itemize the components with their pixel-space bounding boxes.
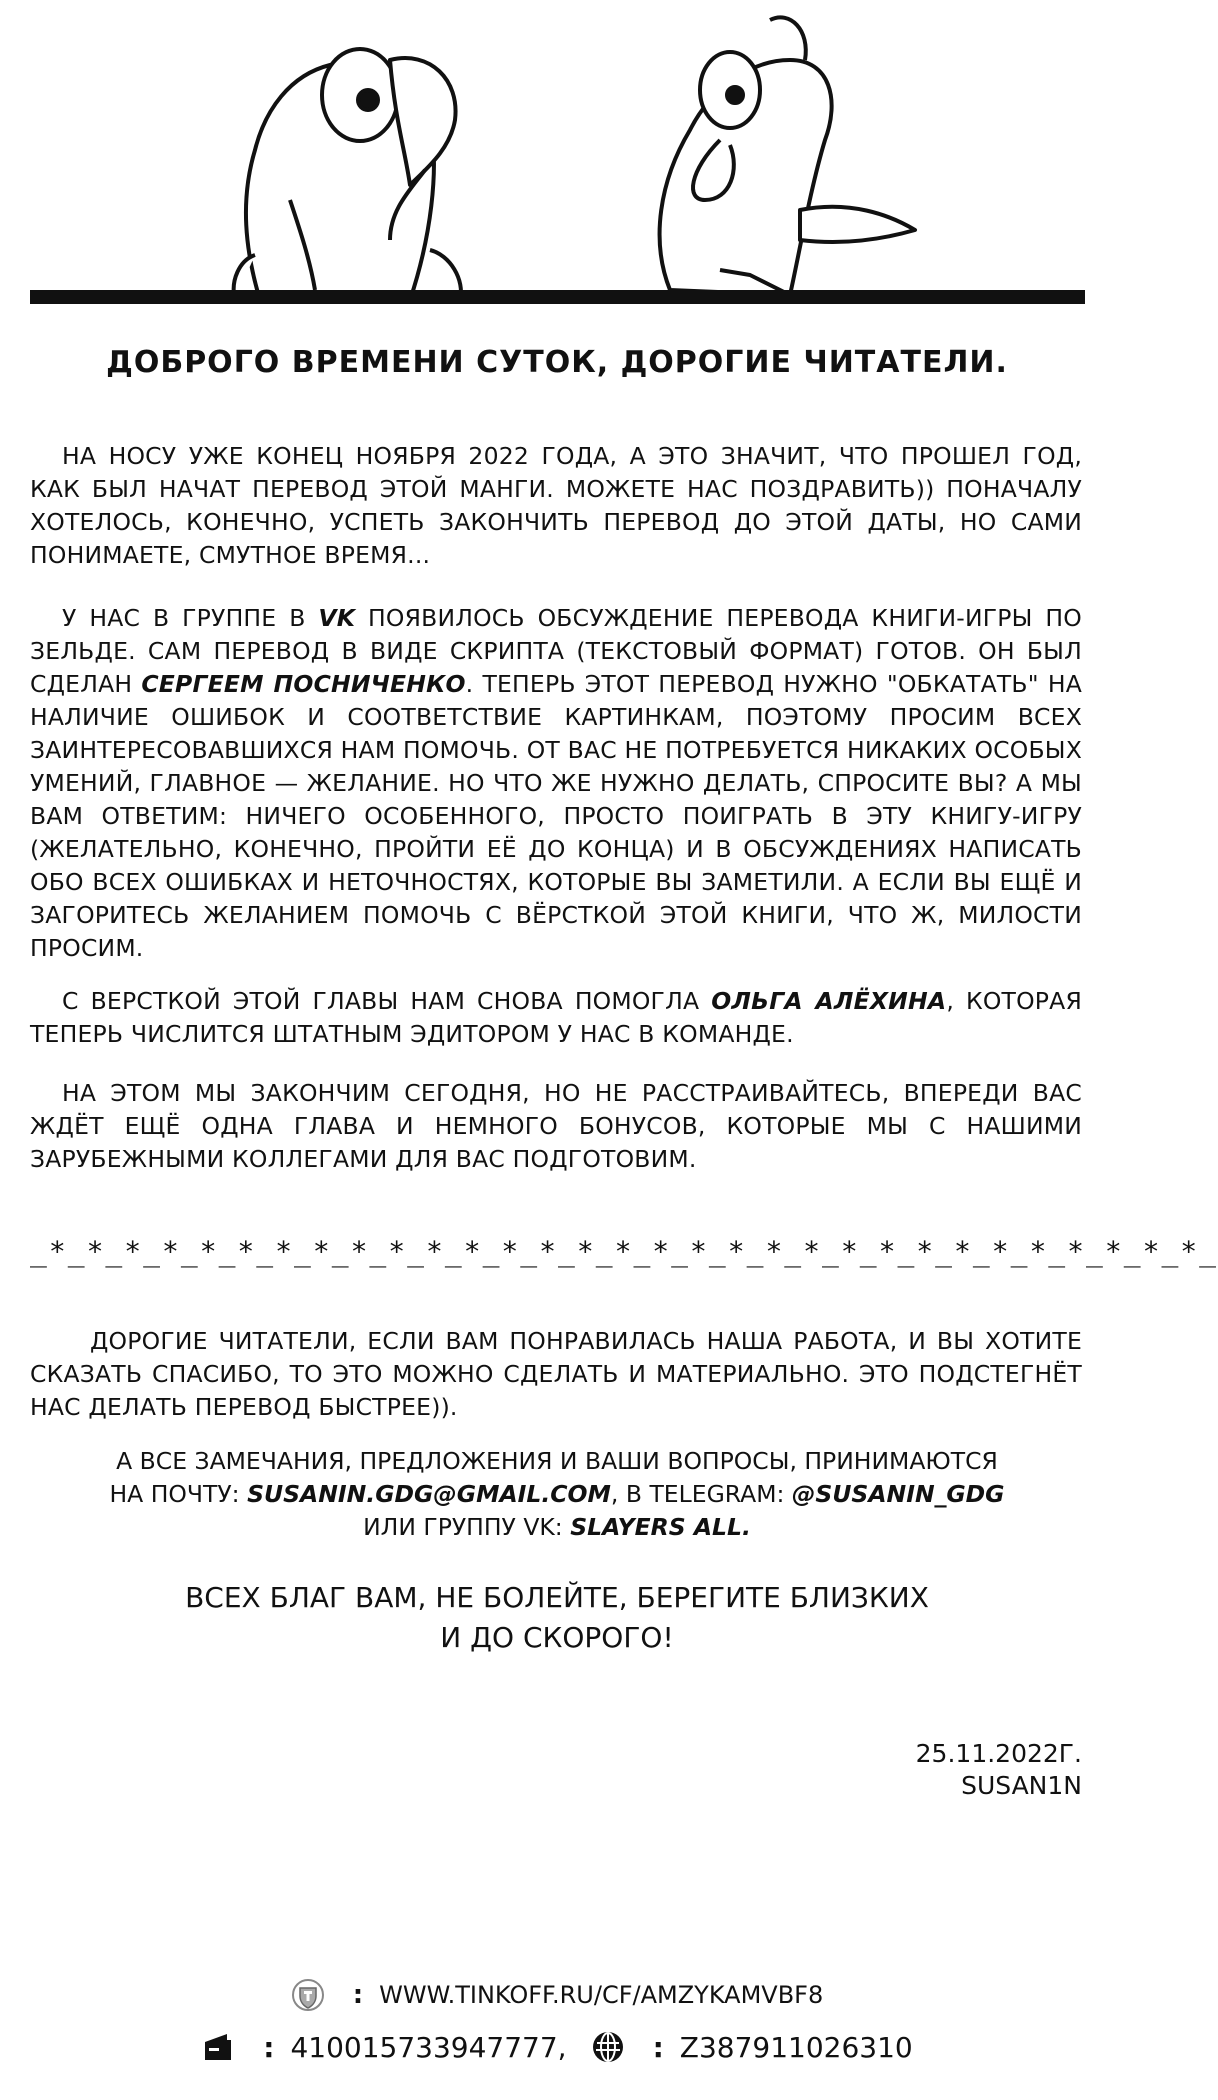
right-parrot [660, 17, 915, 295]
vk-group-link[interactable]: SLAYERS ALL. [570, 1513, 751, 1541]
editor-name: ОЛЬГА АЛЁХИНА [711, 987, 947, 1015]
contacts-block [0, 1445, 1114, 1544]
tinkoff-donate-row: : WWW.TINKOFF.RU/CF/AMZYKAMVBF8 [0, 1978, 1114, 2012]
yoomoney-icon [201, 2030, 235, 2064]
contacts-line-3: ИЛИ ГРУППУ VK: SLAYERS ALL. [363, 1513, 751, 1541]
signature-date: 25.11.2022Г. [915, 1739, 1082, 1768]
tinkoff-url-link[interactable]: WWW.TINKOFF.RU/CF/AMZYKAMVBF8 [379, 1981, 824, 2009]
farewell-wish: ВСЕХ БЛАГ ВАМ, НЕ БОЛЕЙТЕ, БЕРЕГИТЕ БЛИЗКИХ И ДО СКОРОГО! [185, 1581, 929, 1654]
tinkoff-logo-icon [291, 1978, 325, 2012]
signature [916, 1738, 1082, 1802]
paragraph-donation: ДОРОГИЕ ЧИТАТЕЛИ, ЕСЛИ ВАМ ПОНРАВИЛАСЬ НАША РАБОТА, И ВЫ ХОТИТЕ СКАЗАТЬ СПАСИБО, ТО ЭТО МОЖНО СДЕЛАТЬ И МАТЕРИАЛЬНО. ЭТО ПОДСТЕГНЁТ НАС ДЕЛАТЬ ПЕРЕВОД БЫСТРЕЕ)). [30, 1327, 1082, 1421]
contacts-line-1: А ВСЕ ЗАМЕЧАНИЯ, ПРЕДЛОЖЕНИЯ И ВАШИ ВОПРОСЫ, ПРИНИМАЮТСЯ [116, 1447, 998, 1475]
yoomoney-number[interactable]: 410015733947777, [290, 2030, 567, 2064]
telegram-link[interactable]: @SUSANIN_GDG [791, 1480, 1005, 1508]
paragraph-zelda-gamebook: У НАС В ГРУППЕ В VK ПОЯВИЛОСЬ ОБСУЖДЕНИЕ ПЕРЕВОДА КНИГИ-ИГРЫ ПО ЗЕЛЬДЕ. САМ ПЕРЕВОД В ВИДЕ СКРИПТА (ТЕКСТОВЫЙ ФОРМАТ) ГОТОВ. ОН БЫЛ СДЕЛАН СЕРГЕЕМ ПОСНИЧЕНКО. ТЕПЕРЬ ЭТОТ ПЕРЕВОД НУЖНО "ОБКАТАТЬ" НА НАЛИЧИЕ ОШИБОК И СООТВЕТСТВИЕ КАРТИНКАМ, ПОЭТОМУ ПРОСИМ ВСЕХ ЗАИНТЕРЕСОВАВШИХСЯ НАМ ПОМОЧЬ. ОТ ВАС НЕ ПОТРЕБУЕТСЯ НИКАКИХ ОСОБЫХ УМЕНИЙ, ГЛАВНОЕ — ЖЕЛАНИЕ. НО ЧТО ЖЕ НУЖНО ДЕЛАТЬ, СПРОСИТЕ ВЫ? А МЫ ВАМ ОТВЕТИМ: НИЧЕГО ОСОБЕННОГО, ПРОСТО ПОИГРАТЬ В ЭТУ КНИГУ-ИГРУ (ЖЕЛАТЕЛЬНО, КОНЕЧНО, ПРОЙТИ ЕЁ ДО КОНЦА) И В ОБСУЖДЕНИЯХ НАПИСАТЬ ОБО ВСЕХ ОШИБКАХ И НЕТОЧНОСТЯХ, КОТОРЫЕ ВЫ ЗАМЕТИЛИ. А ЕСЛИ ВЫ ЕЩЁ И ЗАГОРИТЕСЬ ЖЕЛАНИЕМ ПОМОЧЬ С ВЁРСТКОЙ ЭТОЙ КНИГИ, ЧТО Ж, МИЛОСТИ ПРОСИМ. [30, 604, 1082, 962]
vk-mention: VK [318, 604, 356, 632]
webmoney-icon [591, 2030, 625, 2064]
paragraph-anniversary: НА НОСУ УЖЕ КОНЕЦ НОЯБРЯ 2022 ГОДА, А ЭТО ЗНАЧИТ, ЧТО ПРОШЕЛ ГОД, КАК БЫЛ НАЧАТ ПЕРЕВОД ЭТОЙ МАНГИ. МОЖЕТЕ НАС ПОЗДРАВИТЬ)) ПОНАЧАЛУ ХОТЕЛОСЬ, КОНЕЧНО, УСПЕТЬ ЗАКОНЧИТЬ ПЕРЕВОД ДО ЭТОЙ ДАТЫ, НО САМИ ПОНИМАЕТЕ, СМУТНОЕ ВРЕМЯ... [30, 442, 1082, 569]
page-title: ДОБРОГО ВРЕМЕНИ СУТОК, ДОРОГИЕ ЧИТАТЕЛИ. [106, 345, 1008, 380]
signature-name: SUSAN1N [961, 1771, 1082, 1800]
webmoney-number[interactable]: Z387911026310 [679, 2030, 913, 2064]
paragraph-editor: С ВЕРСТКОЙ ЭТОЙ ГЛАВЫ НАМ СНОВА ПОМОГЛА ОЛЬГА АЛЁХИНА, КОТОРАЯ ТЕПЕРЬ ЧИСЛИТСЯ ШТАТНЫМ ЭДИТОРОМ У НАС В КОМАНДЕ. [30, 987, 1082, 1048]
left-parrot [234, 49, 461, 300]
parrots-illustration [30, 0, 1085, 325]
translator-name: СЕРГЕЕМ ПОСНИЧЕНКО [141, 670, 466, 698]
paragraph-closing: НА ЭТОМ МЫ ЗАКОНЧИМ СЕГОДНЯ, НО НЕ РАССТРАИВАЙТЕСЬ, ВПЕРЕДИ ВАС ЖДЁТ ЕЩЁ ОДНА ГЛАВА И НЕМНОГО БОНУСОВ, КОТОРЫЕ МЫ С НАШИМИ ЗАРУБЕЖНЫМИ КОЛЛЕГАМИ ДЛЯ ВАС ПОДГОТОВИМ. [30, 1079, 1082, 1173]
wallet-donate-row: : 410015733947777, : Z387911026310 [0, 2030, 1114, 2064]
email-link[interactable]: SUSANIN.GDG@GMAIL.COM [247, 1480, 611, 1508]
contacts-line-2: НА ПОЧТУ: SUSANIN.GDG@GMAIL.COM, В TELEGRAM: @SUSANIN_GDG [109, 1480, 1005, 1508]
divider: _*_*_*_*_*_*_*_*_*_*_*_*_*_*_*_*_*_*_*_*_*_*_*_*_*_*_*_*_*_*_*_ [30, 1235, 1218, 1268]
